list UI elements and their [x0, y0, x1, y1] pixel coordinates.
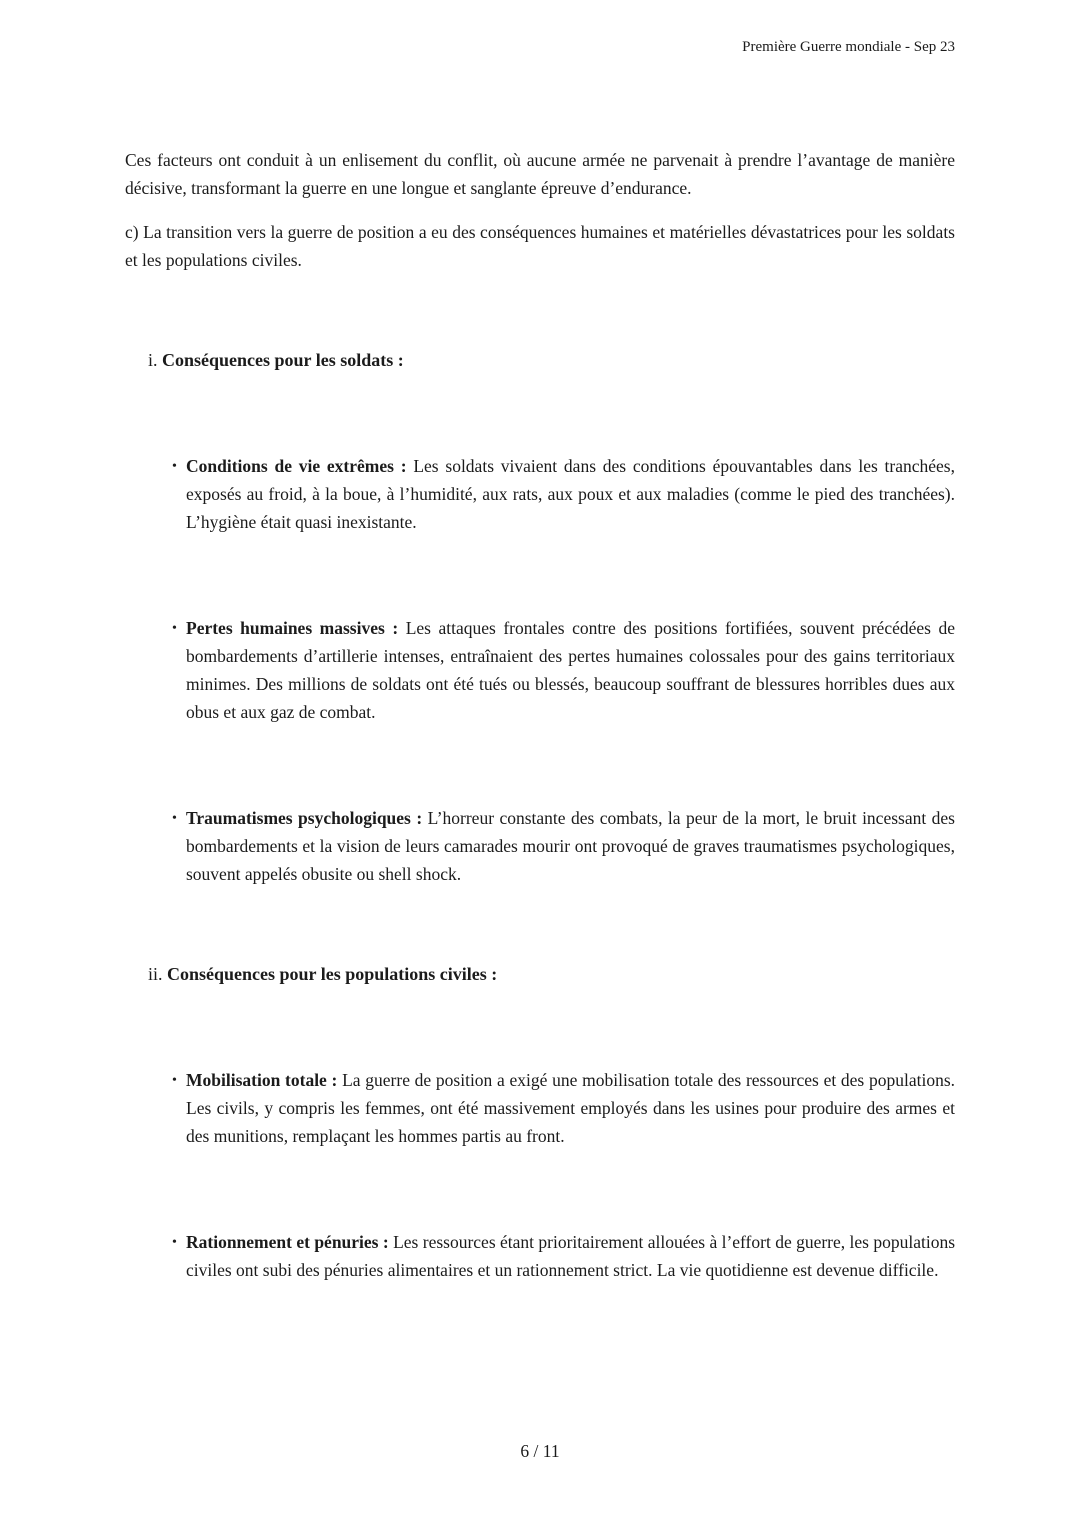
intro-paragraph-1: Ces facteurs ont conduit à un enlisement du conflit, où aucune armée ne parvenait à prendre l’avantage de manière décisive, transformant la guerre en une longue et sanglante épreuve d’endurance.	[125, 150, 955, 198]
bullet-item	[172, 1066, 955, 1150]
section-number: ii.	[148, 964, 163, 984]
section-consequences-soldats	[125, 346, 955, 888]
bullet-text: Les attaques frontales contre des positions fortifiées, souvent précédées de bombardements d’artillerie intenses, entraînaient des pertes humaines colossales pour des gains territoriaux minimes. Des millions de soldats ont été tués ou blessés, beaucoup souffrant de blessures horribles dues aux obus et aux gaz de combat.	[186, 618, 956, 722]
bullet-lead: Pertes humaines massives :	[186, 618, 399, 638]
bullet-text: Les soldats vivaient dans des conditions épouvantables dans les tranchées, exposés au froid, à la boue, à l’humidité, aux rats, aux poux et aux maladies (comme le pied des tranchées). L’hygiène était quasi inexistante.	[186, 456, 955, 532]
bullet-list	[125, 452, 955, 888]
bullet-icon: •	[172, 621, 177, 636]
section-consequences-civils	[125, 960, 955, 1284]
bullet-icon: •	[172, 1073, 177, 1088]
bullet-item	[172, 804, 955, 888]
intro-paragraph-2: c) La transition vers la guerre de position a eu des conséquences humaines et matérielles dévastatrices pour les soldats et les populations civiles.	[125, 222, 955, 270]
bullet-lead: Conditions de vie extrêmes :	[186, 456, 407, 476]
section-title	[125, 960, 955, 988]
section-title	[125, 346, 955, 374]
page-number: 6 / 11	[520, 1441, 560, 1461]
header-title: Première Guerre mondiale - Sep 23	[742, 39, 955, 55]
bullet-text: La guerre de position a exigé une mobilisation totale des ressources et des populations. Les civils, y compris les femmes, ont été massivement employés dans les usines pour produire des armes et des munitions, remplaçant les hommes partis au front.	[186, 1070, 955, 1146]
bullet-icon: •	[172, 811, 177, 826]
section-heading: Conséquences pour les soldats :	[162, 350, 404, 370]
section-heading: Conséquences pour les populations civiles :	[167, 964, 498, 984]
section-number: i.	[148, 350, 158, 370]
bullet-lead: Mobilisation totale :	[186, 1070, 338, 1090]
bullet-lead: Traumatismes psychologiques :	[186, 808, 423, 828]
bullet-text: L’horreur constante des combats, la peur de la mort, le bruit incessant des bombardements et la vision de leurs camarades mourir ont provoqué de graves traumatismes psychologiques, souvent appelés obusite ou shell shock.	[186, 808, 955, 884]
bullet-icon: •	[172, 1235, 177, 1250]
page-footer	[0, 1437, 1080, 1465]
page-header	[125, 36, 955, 58]
bullet-text: Les ressources étant prioritairement allouées à l’effort de guerre, les populations civiles ont subi des pénuries alimentaires et un rationnement strict. La vie quotidienne est devenue difficile.	[186, 1232, 956, 1280]
bullet-item	[172, 614, 955, 726]
bullet-item	[172, 452, 955, 536]
bullet-item	[172, 1228, 955, 1284]
bullet-icon: •	[172, 459, 177, 474]
bullet-list	[125, 1066, 955, 1284]
bullet-lead: Rationnement et pénuries :	[186, 1232, 389, 1252]
